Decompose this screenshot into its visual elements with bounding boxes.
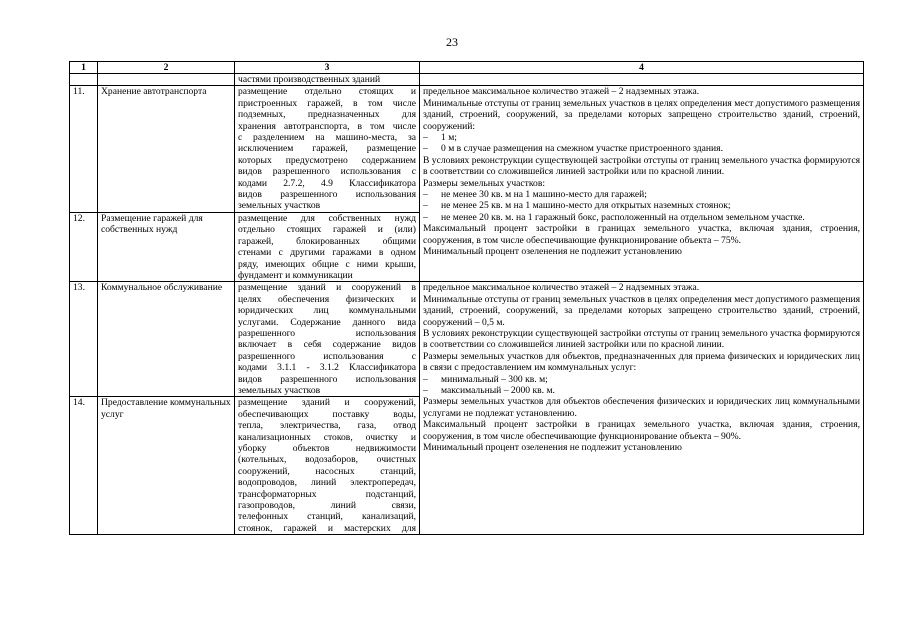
setback-intro: Минимальные отступы от границ земельных участков в целях определения мест допустимого размещения зданий, строений, сооружений, за пределами которых запрещено строительство зданий, строений, сооружений:: [423, 97, 860, 132]
list-item: – максимальный – 2000 кв. м.: [423, 384, 555, 396]
regulations-table: [69, 61, 864, 535]
row-number: 14.: [70, 397, 98, 535]
desc-line: подземных, предназначенных для: [238, 109, 416, 121]
desc-line: разрешенного использования с: [238, 350, 416, 362]
desc-line: отдельно стоящих гаражей и (или): [238, 224, 416, 236]
desc-line: (котельных, водозаборов, очистных: [238, 454, 416, 466]
sizes-intro: Размеры земельных участков:: [423, 177, 546, 189]
desc-line: видов разрешенного использования: [238, 189, 416, 201]
desc-line: видов разрешенного использования: [238, 373, 416, 385]
header-cell: 2: [98, 62, 235, 74]
list-item: – не менее 25 кв. м на 1 машино-место для открытых наземных стоянок;: [423, 200, 731, 212]
min-green-percent: Минимальный процент озеленения не подлежит установлению: [423, 246, 682, 258]
reconstruction-note: В условиях реконструкции существующей застройки отступы от границ земельного участка формируются в соответствии со сложившейся линией застройки или по красной линии.: [423, 327, 860, 351]
list-item: – 0 м в случае размещения на смежном участке пристроенного здания.: [423, 143, 723, 155]
reconstruction-note: В условиях реконструкции существующей застройки отступы от границ земельного участка формируются в соответствии со сложившейся линией застройки или по красной линии.: [423, 154, 860, 178]
bullet-mark: –: [423, 132, 428, 144]
desc-line: включает в себя содержание видов: [238, 339, 416, 351]
header-cell: 1: [70, 62, 98, 74]
max-build-percent: Максимальный процент застройки в границах земельного участка, включая здания, строения, сооружения, в том числе обеспечивающие функционирование объекта – 90%.: [423, 419, 860, 442]
row-number: 11.: [70, 86, 98, 212]
use-type-name: Коммунальное обслуживание: [98, 282, 235, 397]
table-row: [70, 86, 864, 212]
desc-line: кодами 3.1.1 - 3.1.2 Классификатора: [238, 362, 416, 374]
continuation-text: частями производственных зданий: [235, 74, 420, 86]
row-number: 13.: [70, 282, 98, 397]
bullet-mark: –: [423, 373, 428, 385]
list-item: – не менее 20 кв. м. на 1 гаражный бокс, расположенный на отдельном земельном участке.: [423, 211, 805, 223]
desc-line: земельных участков: [238, 384, 321, 396]
desc-line: газопроводов, линий связи,: [238, 500, 416, 512]
table-header-row: [70, 62, 864, 74]
header-cell: 4: [420, 62, 864, 74]
row-number: 12.: [70, 212, 98, 281]
desc-line: ряду, имеющих общие с ними крыши,: [238, 258, 416, 270]
desc-line: которых предусмотрено содержанием: [238, 154, 416, 166]
use-description: [235, 86, 420, 212]
desc-line: гаражей, блокированных общими: [238, 235, 416, 247]
desc-line: целях обеспечения физических и: [238, 293, 416, 305]
page-number: 23: [446, 35, 458, 49]
bullet-mark: –: [423, 211, 428, 223]
desc-line: кодами 2.7.2, 4.9 Классификатора: [238, 177, 416, 189]
desc-line: стенами с другими гаражами в одном: [238, 247, 416, 259]
bullet-mark: –: [423, 384, 428, 396]
max-floors: предельное максимальное количество этажей – 2 надземных этажа.: [423, 282, 700, 294]
desc-line: сооружений, насосных станций,: [238, 465, 416, 477]
use-description: [235, 212, 420, 281]
sizes-other: Размеры земельных участков для объектов обеспечения физических и юридических лиц коммунальными услугами не подлежат установлению.: [423, 396, 860, 419]
list-item: – минимальный – 300 кв. м;: [423, 373, 548, 385]
desc-line: размещение для собственных нужд: [238, 212, 416, 224]
bullet-mark: –: [423, 189, 428, 201]
desc-line: услугами. Содержание данного вида: [238, 316, 416, 328]
desc-line: размещение отдельно стоящих и: [238, 86, 416, 98]
sizes-intro: Размеры земельных участков для объектов, предназначенных для приема физических и юридических лиц в связи с предоставлением им коммунальных услуг:: [423, 350, 860, 374]
desc-line: размещение зданий и сооружений в: [238, 282, 416, 294]
header-cell: 3: [235, 62, 420, 74]
desc-line: разрешенного использования: [238, 327, 416, 339]
continuation-row: [70, 74, 864, 86]
use-description: [235, 397, 420, 535]
desc-line: телефонных станций, канализаций,: [238, 511, 416, 523]
max-floors: предельное максимальное количество этажей – 2 надземных этажа.: [423, 86, 700, 98]
setback-text: Минимальные отступы от границ земельных участков в целях определения мест допустимого размещения зданий, строений, сооружений, за пределами которых запрещено строительство зданий, строений, сооружений – 0,5 м.: [423, 293, 860, 328]
desc-line: размещение зданий и сооружений,: [238, 397, 416, 409]
desc-line: пристроенных гаражей, в том числе: [238, 97, 416, 109]
desc-line: юридических лиц коммунальными: [238, 305, 416, 317]
desc-line: канализационных стоков, очистку и: [238, 431, 416, 443]
max-build-percent: Максимальный процент застройки в границах земельного участка, включая здания, строения, сооружения, в том числе обеспечивающие функционирование объекта – 75%.: [423, 223, 860, 246]
bullet-mark: –: [423, 200, 428, 212]
desc-line: земельных участков: [238, 200, 321, 212]
list-item: – 1 м;: [423, 132, 457, 144]
desc-line: водопроводов, линий электропередач,: [238, 477, 416, 489]
bullet-mark: –: [423, 143, 428, 155]
table-row: [70, 282, 864, 397]
desc-line: стоянок, гаражей и мастерских для: [238, 522, 416, 534]
use-type-name: Размещение гаражей для собственных нужд: [98, 212, 235, 281]
desc-line: исключением гаражей, размещение: [238, 143, 416, 155]
parameters-block-b: [420, 282, 864, 535]
use-type-name: Хранение автотранспорта: [98, 86, 235, 212]
parameters-block-a: [420, 86, 864, 282]
use-description: [235, 282, 420, 397]
desc-line: обеспечивающих поставку воды,: [238, 408, 416, 420]
desc-line: уборку объектов недвижимости: [238, 443, 416, 454]
desc-line: хранения автотранспорта, в том числе: [238, 120, 416, 132]
list-item: – не менее 30 кв. м на 1 машино-место для гаражей;: [423, 189, 647, 201]
desc-line: тепла, электричества, газа, отвод: [238, 420, 416, 432]
desc-line: фундамент и коммуникации: [238, 269, 353, 281]
use-type-name: Предоставление коммунальных услуг: [98, 397, 235, 535]
desc-line: трансформаторных подстанций,: [238, 488, 416, 500]
desc-line: с разделением на машино-места, за: [238, 132, 416, 144]
min-green-percent: Минимальный процент озеленения не подлежит установлению: [423, 442, 682, 453]
desc-line: видов разрешенного использования с: [238, 166, 416, 178]
